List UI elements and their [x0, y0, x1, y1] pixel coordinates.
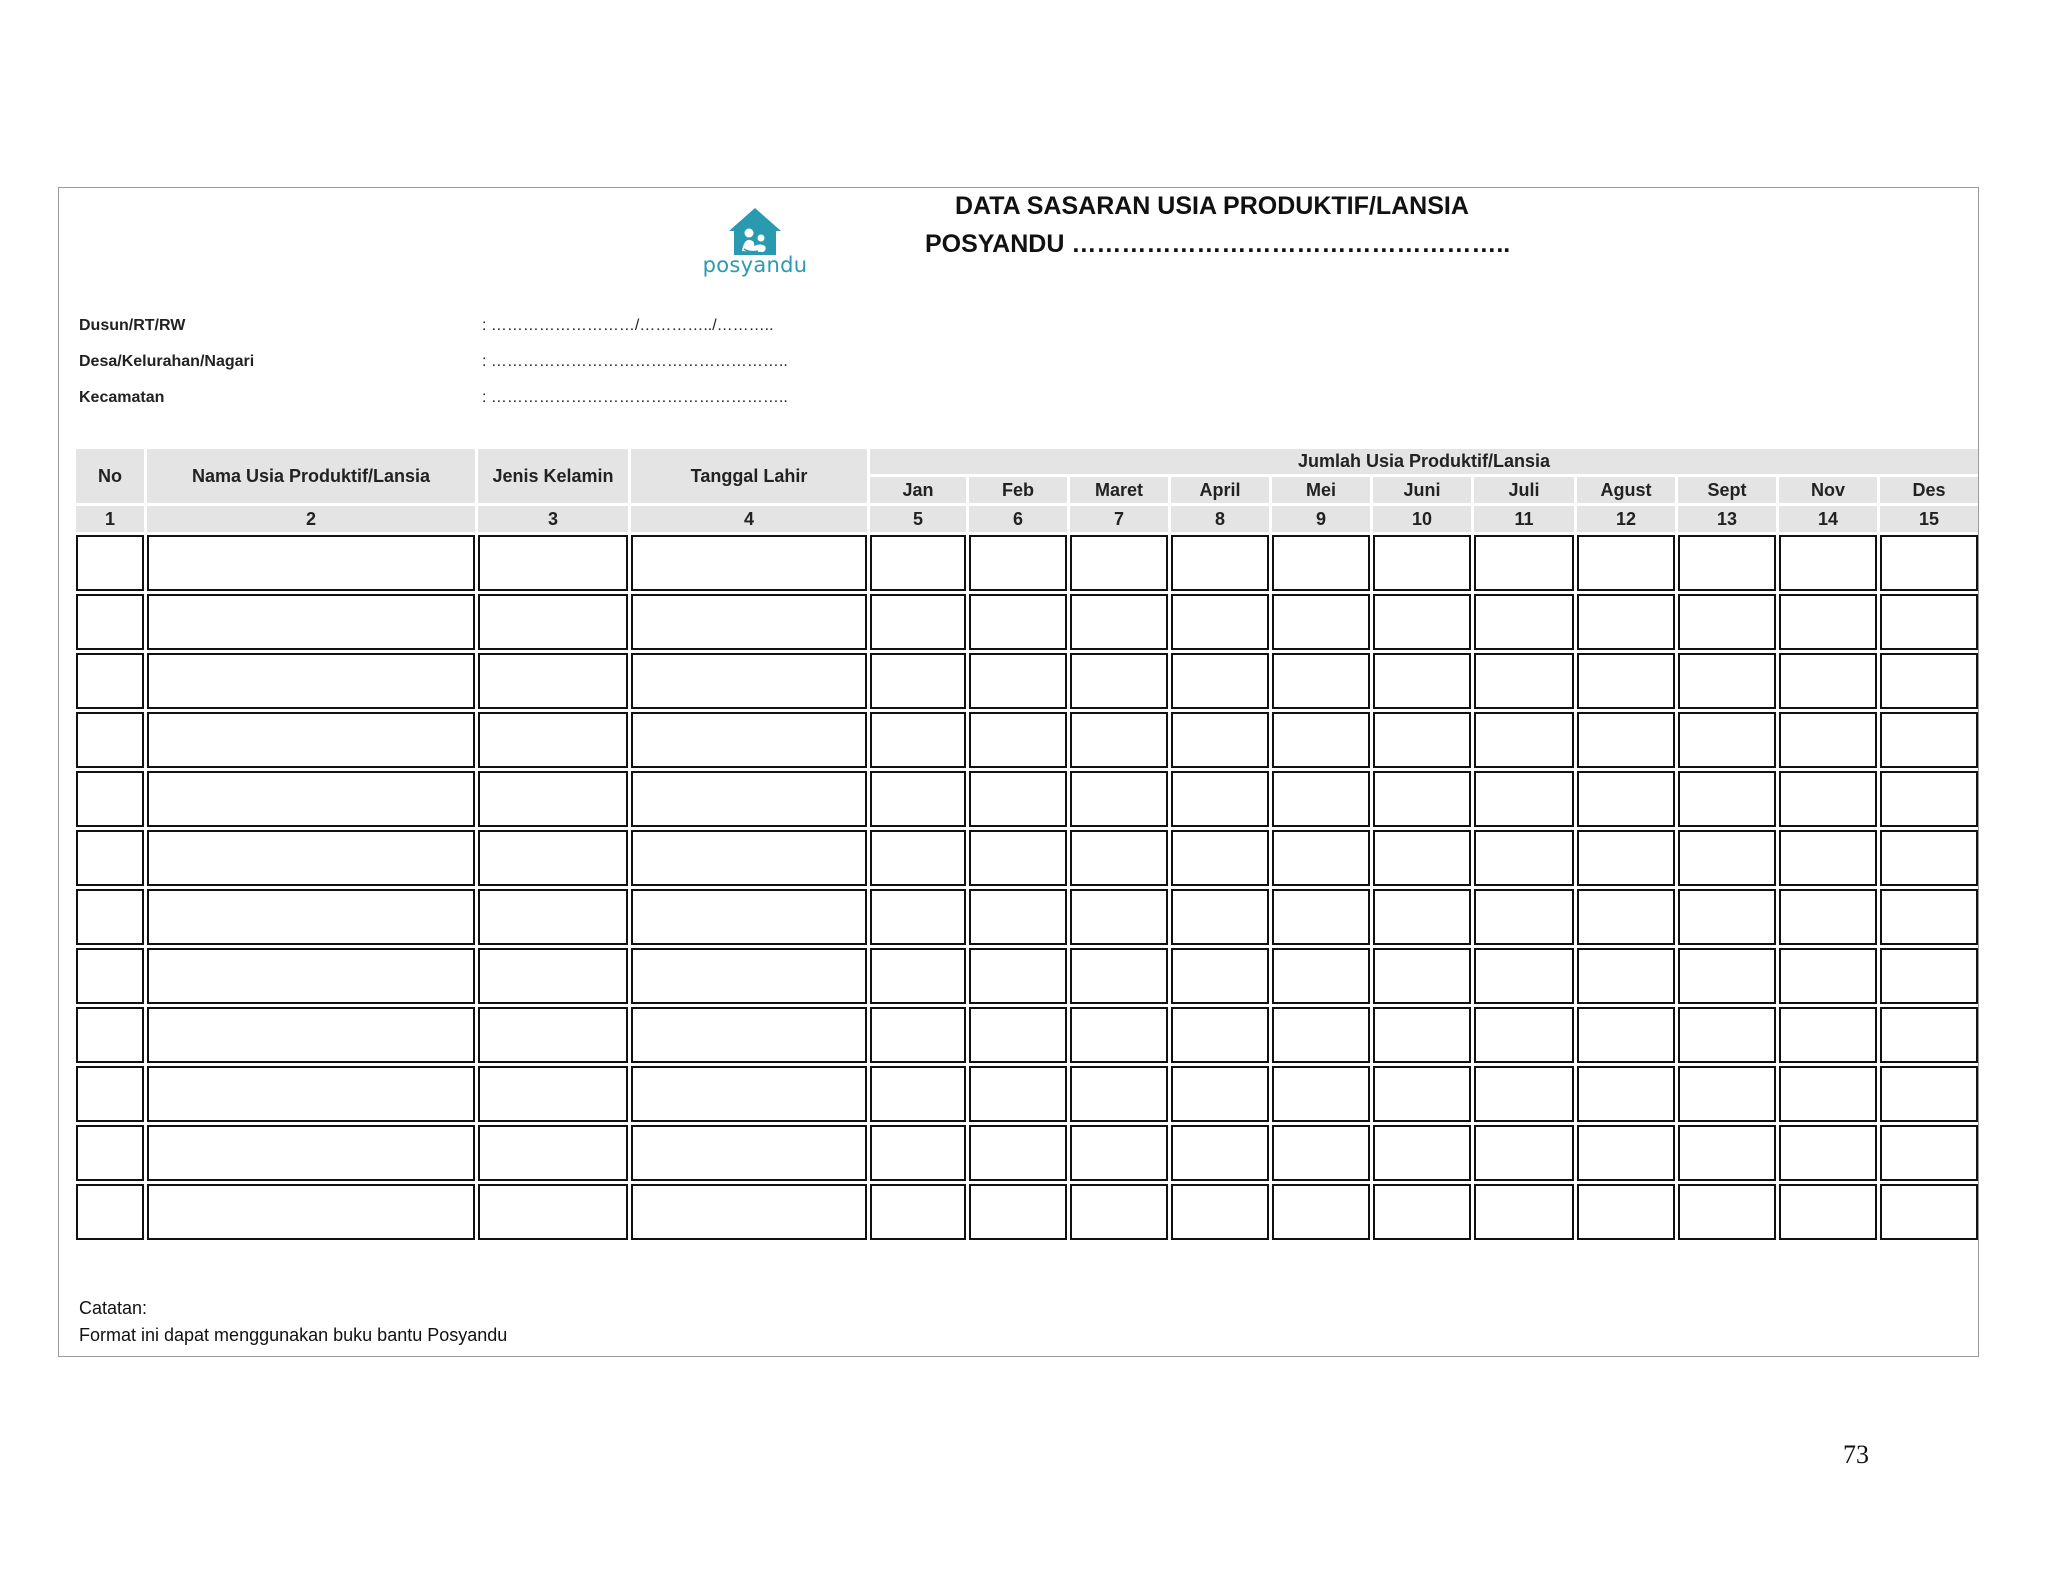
table-cell[interactable]	[1474, 1184, 1574, 1240]
table-cell[interactable]	[1577, 535, 1675, 591]
table-cell[interactable]	[870, 771, 966, 827]
table-cell[interactable]	[1373, 948, 1471, 1004]
table-cell[interactable]	[1070, 712, 1168, 768]
table-cell[interactable]	[1373, 771, 1471, 827]
posyandu-name-line: POSYANDU ……………………………………………..	[925, 230, 1511, 258]
table-cell[interactable]	[76, 948, 144, 1004]
table-cell[interactable]	[1678, 1184, 1776, 1240]
table-cell[interactable]	[76, 594, 144, 650]
table-cell[interactable]	[1880, 1125, 1978, 1181]
table-row	[76, 1125, 1978, 1181]
table-cell[interactable]	[1171, 830, 1269, 886]
table-cell[interactable]	[478, 594, 628, 650]
table-cell[interactable]	[1373, 830, 1471, 886]
table-cell[interactable]	[1070, 653, 1168, 709]
table-cell[interactable]	[1070, 889, 1168, 945]
table-cell[interactable]	[870, 948, 966, 1004]
table-cell[interactable]	[1373, 1066, 1471, 1122]
column-number: 9	[1272, 506, 1370, 532]
table-cell[interactable]	[870, 712, 966, 768]
table-cell[interactable]	[1678, 889, 1776, 945]
table-cell[interactable]	[631, 771, 867, 827]
column-number: 3	[478, 506, 628, 532]
table-cell[interactable]	[147, 948, 475, 1004]
table-cell[interactable]	[1678, 830, 1776, 886]
table-cell[interactable]	[147, 712, 475, 768]
logo-text: posyandu	[702, 253, 808, 277]
table-cell[interactable]	[1171, 712, 1269, 768]
table-cell[interactable]	[1171, 1007, 1269, 1063]
header-group-jumlah: Jumlah Usia Produktif/Lansia	[870, 449, 1978, 474]
table-cell[interactable]	[1474, 653, 1574, 709]
table-cell[interactable]	[478, 1007, 628, 1063]
table-cell[interactable]	[870, 889, 966, 945]
data-table	[73, 446, 1981, 1243]
note-text: Format ini dapat menggunakan buku bantu Posyandu	[79, 1325, 508, 1345]
info-label-desa: Desa/Kelurahan/Nagari	[79, 353, 255, 370]
info-label-dusun: Dusun/RT/RW	[79, 317, 186, 334]
header-month: April	[1171, 477, 1269, 503]
note-title: Catatan:	[79, 1298, 148, 1318]
table-cell[interactable]	[969, 1125, 1067, 1181]
table-cell[interactable]	[1678, 712, 1776, 768]
table-cell[interactable]	[1272, 889, 1370, 945]
table-cell[interactable]	[147, 1184, 475, 1240]
info-value-kecamatan: : ………………………………………………..	[482, 389, 788, 406]
table-cell[interactable]	[969, 830, 1067, 886]
column-number: 14	[1779, 506, 1877, 532]
table-row	[76, 653, 1978, 709]
table-cell[interactable]	[1880, 771, 1978, 827]
table-cell[interactable]	[1779, 712, 1877, 768]
table-cell[interactable]	[1779, 889, 1877, 945]
table-cell[interactable]	[969, 594, 1067, 650]
table-cell[interactable]	[1171, 535, 1269, 591]
header-month: Juni	[1373, 477, 1471, 503]
table-row	[76, 771, 1978, 827]
table-cell[interactable]	[147, 830, 475, 886]
table-cell[interactable]	[478, 948, 628, 1004]
table-cell[interactable]	[1070, 1066, 1168, 1122]
table-cell[interactable]	[1880, 948, 1978, 1004]
table-cell[interactable]	[1070, 594, 1168, 650]
column-number: 1	[76, 506, 144, 532]
table-cell[interactable]	[631, 1125, 867, 1181]
table-cell[interactable]	[1577, 830, 1675, 886]
table-cell[interactable]	[1779, 535, 1877, 591]
table-cell[interactable]	[1577, 594, 1675, 650]
table-cell[interactable]	[1779, 594, 1877, 650]
table-cell[interactable]	[1678, 1125, 1776, 1181]
table-cell[interactable]	[1678, 653, 1776, 709]
table-cell[interactable]	[969, 1184, 1067, 1240]
table-cell[interactable]	[631, 594, 867, 650]
table-cell[interactable]	[1779, 1066, 1877, 1122]
table-cell[interactable]	[631, 948, 867, 1004]
table-cell[interactable]	[1272, 948, 1370, 1004]
table-cell[interactable]	[969, 712, 1067, 768]
info-value-desa: : ………………………………………………..	[482, 353, 788, 370]
table-cell[interactable]	[969, 653, 1067, 709]
table-row	[76, 1007, 1978, 1063]
table-cell[interactable]	[76, 1125, 144, 1181]
table-cell[interactable]	[1474, 535, 1574, 591]
table-row	[76, 594, 1978, 650]
table-cell[interactable]	[870, 830, 966, 886]
table-cell[interactable]	[1577, 712, 1675, 768]
table-cell[interactable]	[1474, 889, 1574, 945]
header-month: Maret	[1070, 477, 1168, 503]
table-cell[interactable]	[1474, 1125, 1574, 1181]
table-cell[interactable]	[1577, 771, 1675, 827]
table-cell[interactable]	[478, 889, 628, 945]
table-cell[interactable]	[1272, 830, 1370, 886]
column-number: 13	[1678, 506, 1776, 532]
table-cell[interactable]	[870, 1007, 966, 1063]
header-no: No	[76, 449, 144, 503]
table-cell[interactable]	[1474, 594, 1574, 650]
table-cell[interactable]	[1070, 1184, 1168, 1240]
table-cell[interactable]	[1577, 948, 1675, 1004]
table-cell[interactable]	[1070, 1007, 1168, 1063]
table-cell[interactable]	[76, 653, 144, 709]
table-cell[interactable]	[1070, 948, 1168, 1004]
table-cell[interactable]	[1577, 1125, 1675, 1181]
header-jenis-kelamin: Jenis Kelamin	[478, 449, 628, 503]
header-month: Agust	[1577, 477, 1675, 503]
table-cell[interactable]	[147, 1007, 475, 1063]
table-cell[interactable]	[1272, 535, 1370, 591]
table-cell[interactable]	[1272, 1007, 1370, 1063]
table-cell[interactable]	[969, 1007, 1067, 1063]
table-cell[interactable]	[1171, 771, 1269, 827]
table-cell[interactable]	[870, 1184, 966, 1240]
table-row	[76, 535, 1978, 591]
info-value-dusun: : ………………………/…………../………..	[482, 317, 774, 334]
header-tanggal-lahir: Tanggal Lahir	[631, 449, 867, 503]
table-cell[interactable]	[147, 1125, 475, 1181]
table-cell[interactable]	[478, 1066, 628, 1122]
table-cell[interactable]	[1880, 830, 1978, 886]
table-cell[interactable]	[1373, 712, 1471, 768]
table-cell[interactable]	[1373, 1125, 1471, 1181]
table-cell[interactable]	[1577, 1066, 1675, 1122]
table-cell[interactable]	[1779, 1125, 1877, 1181]
table-cell[interactable]	[1779, 771, 1877, 827]
table-cell[interactable]	[1070, 830, 1168, 886]
table-cell[interactable]	[1577, 1007, 1675, 1063]
column-number: 2	[147, 506, 475, 532]
house-family-icon	[700, 205, 810, 257]
table-cell[interactable]	[1171, 889, 1269, 945]
table-cell[interactable]	[1373, 653, 1471, 709]
table-cell[interactable]	[870, 1066, 966, 1122]
page-number: 73	[1843, 1440, 1869, 1469]
table-cell[interactable]	[1577, 653, 1675, 709]
table-cell[interactable]	[147, 1066, 475, 1122]
table-cell[interactable]	[631, 712, 867, 768]
table-cell[interactable]	[76, 889, 144, 945]
table-cell[interactable]	[631, 535, 867, 591]
table-cell[interactable]	[1171, 1184, 1269, 1240]
table-cell[interactable]	[1474, 712, 1574, 768]
table-cell[interactable]	[1779, 653, 1877, 709]
table-cell[interactable]	[870, 535, 966, 591]
table-cell[interactable]	[1678, 594, 1776, 650]
table-row	[76, 948, 1978, 1004]
table-cell[interactable]	[1577, 1184, 1675, 1240]
table-cell[interactable]	[1880, 1066, 1978, 1122]
table-cell[interactable]	[1070, 1125, 1168, 1181]
header-month: Jan	[870, 477, 966, 503]
table-cell[interactable]	[76, 712, 144, 768]
table-cell[interactable]	[1577, 889, 1675, 945]
table-cell[interactable]	[147, 653, 475, 709]
table-cell[interactable]	[76, 830, 144, 886]
table-cell[interactable]	[1678, 948, 1776, 1004]
info-label-kecamatan: Kecamatan	[79, 389, 165, 406]
table-cell[interactable]	[1171, 1125, 1269, 1181]
table-cell[interactable]	[1779, 1007, 1877, 1063]
table-cell[interactable]	[1070, 771, 1168, 827]
table-cell[interactable]	[147, 771, 475, 827]
table-row	[76, 712, 1978, 768]
table-cell[interactable]	[1373, 1184, 1471, 1240]
table-cell[interactable]	[478, 653, 628, 709]
header-month: Feb	[969, 477, 1067, 503]
table-row	[76, 1066, 1978, 1122]
table-cell[interactable]	[1779, 830, 1877, 886]
table-cell[interactable]	[1171, 653, 1269, 709]
table-cell[interactable]	[1880, 712, 1978, 768]
posyandu-logo	[700, 205, 810, 287]
table-row	[76, 889, 1978, 945]
table-cell[interactable]	[969, 889, 1067, 945]
header-month: Juli	[1474, 477, 1574, 503]
table-cell[interactable]	[478, 1184, 628, 1240]
table-cell[interactable]	[969, 535, 1067, 591]
table-cell[interactable]	[147, 594, 475, 650]
table-cell[interactable]	[1474, 948, 1574, 1004]
table-cell[interactable]	[1880, 594, 1978, 650]
table-cell[interactable]	[969, 948, 1067, 1004]
header-month: Sept	[1678, 477, 1776, 503]
table-cell[interactable]	[1779, 1184, 1877, 1240]
header-nama: Nama Usia Produktif/Lansia	[147, 449, 475, 503]
table-cell[interactable]	[76, 1007, 144, 1063]
table-cell[interactable]	[870, 1125, 966, 1181]
column-number: 7	[1070, 506, 1168, 532]
header-month: Mei	[1272, 477, 1370, 503]
table-cell[interactable]	[76, 771, 144, 827]
table-cell[interactable]	[1272, 1184, 1370, 1240]
table-cell[interactable]	[631, 889, 867, 945]
table-cell[interactable]	[631, 830, 867, 886]
table-cell[interactable]	[1272, 1066, 1370, 1122]
table-cell[interactable]	[1678, 1066, 1776, 1122]
table-cell[interactable]	[1880, 653, 1978, 709]
table-cell[interactable]	[1678, 1007, 1776, 1063]
table-cell[interactable]	[76, 535, 144, 591]
column-number: 11	[1474, 506, 1574, 532]
table-cell[interactable]	[478, 771, 628, 827]
table-cell[interactable]	[1474, 771, 1574, 827]
table-cell[interactable]	[870, 653, 966, 709]
table-cell[interactable]	[1272, 1125, 1370, 1181]
table-cell[interactable]	[1070, 535, 1168, 591]
table-cell[interactable]	[478, 712, 628, 768]
table-cell[interactable]	[1779, 948, 1877, 1004]
column-number: 4	[631, 506, 867, 532]
table-cell[interactable]	[1171, 948, 1269, 1004]
table-cell[interactable]	[1678, 535, 1776, 591]
table-cell[interactable]	[478, 830, 628, 886]
table-cell[interactable]	[147, 535, 475, 591]
table-cell[interactable]	[969, 1066, 1067, 1122]
table-cell[interactable]	[631, 1066, 867, 1122]
table-cell[interactable]	[1373, 535, 1471, 591]
table-cell[interactable]	[631, 1184, 867, 1240]
table-cell[interactable]	[76, 1184, 144, 1240]
table-row	[76, 830, 1978, 886]
table-cell[interactable]	[1272, 771, 1370, 827]
column-number: 15	[1880, 506, 1978, 532]
table-cell[interactable]	[1474, 830, 1574, 886]
table-cell[interactable]	[631, 653, 867, 709]
column-number: 6	[969, 506, 1067, 532]
table-cell[interactable]	[870, 594, 966, 650]
table-cell[interactable]	[76, 1066, 144, 1122]
table-cell[interactable]	[1272, 653, 1370, 709]
table-cell[interactable]	[1474, 1066, 1574, 1122]
column-number: 8	[1171, 506, 1269, 532]
table-cell[interactable]	[147, 889, 475, 945]
table-row	[76, 1184, 1978, 1240]
table-cell[interactable]	[1678, 771, 1776, 827]
header-month: Nov	[1779, 477, 1877, 503]
table-cell[interactable]	[1171, 594, 1269, 650]
column-number: 10	[1373, 506, 1471, 532]
table-cell[interactable]	[1373, 889, 1471, 945]
table-cell[interactable]	[969, 771, 1067, 827]
table-cell[interactable]	[1880, 1184, 1978, 1240]
table-cell[interactable]	[1272, 594, 1370, 650]
table-cell[interactable]	[631, 1007, 867, 1063]
table-cell[interactable]	[1474, 1007, 1574, 1063]
column-number: 5	[870, 506, 966, 532]
table-cell[interactable]	[1373, 1007, 1471, 1063]
table-cell[interactable]	[478, 1125, 628, 1181]
table-cell[interactable]	[1880, 889, 1978, 945]
table-cell[interactable]	[1272, 712, 1370, 768]
table-cell[interactable]	[1373, 594, 1471, 650]
table-cell[interactable]	[1880, 1007, 1978, 1063]
header-month: Des	[1880, 477, 1978, 503]
table-cell[interactable]	[1880, 535, 1978, 591]
form-title: DATA SASARAN USIA PRODUKTIF/LANSIA	[955, 192, 1469, 220]
table-cell[interactable]	[1171, 1066, 1269, 1122]
table-cell[interactable]	[478, 535, 628, 591]
column-number: 12	[1577, 506, 1675, 532]
